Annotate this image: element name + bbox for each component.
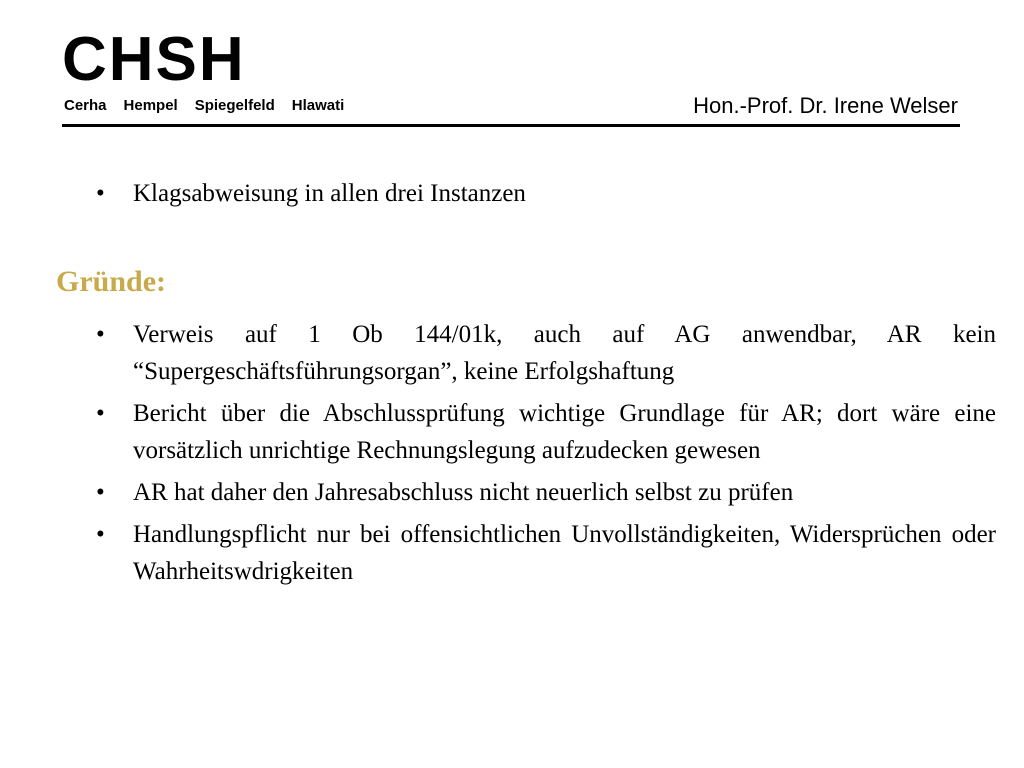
partner-name-cerha: Cerha	[64, 97, 107, 114]
reason-bullet-item: • Verweis auf 1 Ob 144/01k, auch auf AG anwendbar, AR kein “Supergeschäftsführungsorgan”, keine Erfolgshaftung	[96, 316, 996, 390]
partner-name-hlawati: Hlawati	[291, 97, 345, 114]
section-heading: Gründe:	[56, 265, 167, 298]
intro-bullet-list	[96, 175, 996, 212]
logo-partner-names	[64, 96, 344, 116]
presenter-name: Hon.-Prof. Dr. Irene Welser	[693, 93, 958, 118]
reasons-bullet-list	[96, 316, 996, 595]
reason-bullet-item: • AR hat daher den Jahresabschluss nicht neuerlich selbst zu prüfen	[96, 474, 996, 511]
reason-bullet-item: • Handlungspflicht nur bei offensichtlichen Unvollständigkeiten, Widersprüchen oder Wahrheitswdrigkeiten	[96, 516, 996, 590]
header-divider	[62, 124, 960, 127]
intro-bullet-item: • Klagsabweisung in allen drei Instanzen	[96, 175, 996, 212]
partner-name-hempel: Hempel	[123, 97, 178, 114]
reason-bullet-item: • Bericht über die Abschlussprüfung wichtige Grundlage für AR; dort wäre eine vorsätzlich unrichtige Rechnungslegung aufzudecken gewesen	[96, 395, 996, 469]
chsh-logo: CHSH	[62, 25, 246, 94]
partner-name-spiegelfeld: Spiegelfeld	[194, 97, 275, 114]
